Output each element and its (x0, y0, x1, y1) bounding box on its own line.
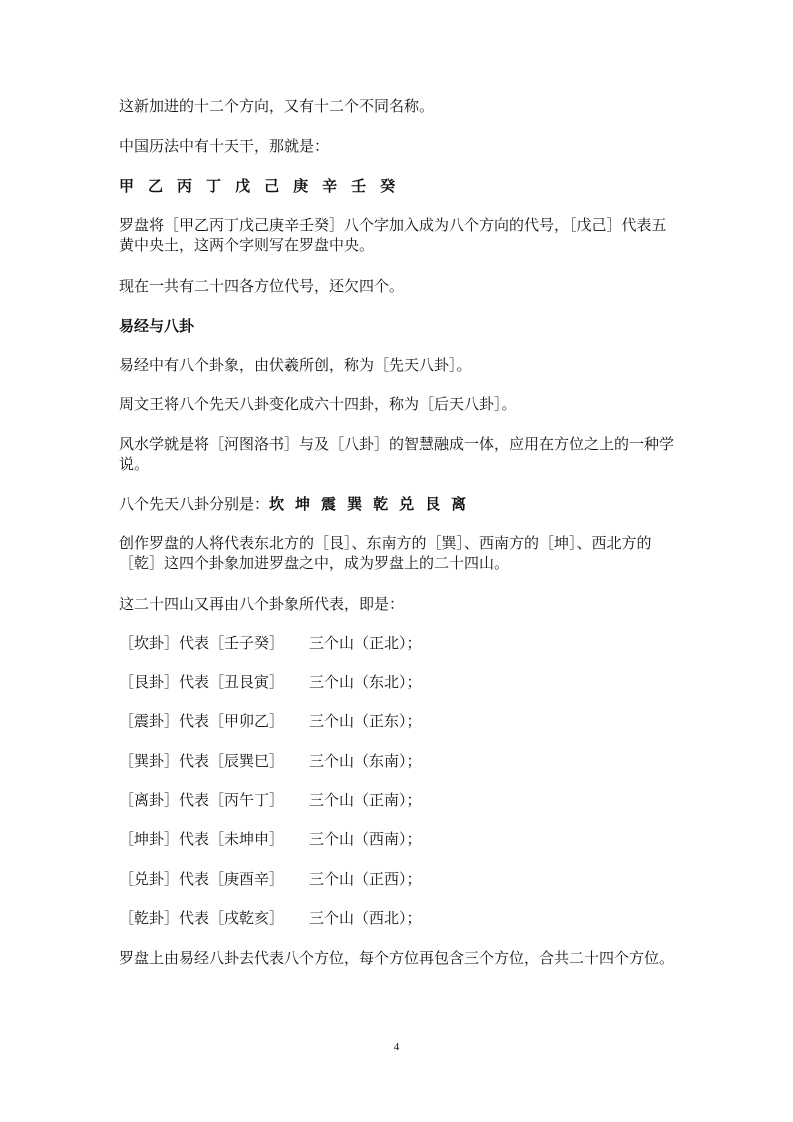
stem: 丁 (206, 177, 222, 195)
trigram: 巽 (347, 495, 363, 513)
trigram: 乾 (373, 495, 389, 513)
paragraph-conclusion: 罗盘上由易经八卦去代表八个方位，每个方位再包含三个方位，合共二十四个方位。 (119, 949, 675, 967)
paragraph-fengshui: 风水学就是将［河图洛书］与及［八卦］的智慧融成一体，应用在方位之上的一种学说。 (119, 435, 675, 473)
paragraph-heavenly-stems-intro: 中国历法中有十天干，那就是： (119, 137, 330, 155)
trigram: 艮 (425, 495, 441, 513)
mountain-desc: 三个山（正北）； (309, 634, 422, 652)
paragraph-twenty-four-mountains: 创作罗盘的人将代表东北方的［艮］、东南方的［巽］、西南方的［坤］、西北方的［乾］这四个卦象加进罗盘之中，成为罗盘上的二十四山。 (119, 534, 652, 572)
stem: 庚 (293, 177, 309, 195)
mountain-row (119, 829, 422, 849)
mountain-desc: 三个山（西南）； (309, 830, 422, 848)
heavenly-stems-list (119, 176, 409, 196)
mountain-row (119, 672, 422, 692)
mountain-gua: ［坎卦］代表［壬子癸］ (119, 634, 285, 652)
trigrams-prefix: 八个先天八卦分别是： (119, 495, 270, 513)
mountain-desc: 三个山（正东）； (309, 712, 422, 730)
trigram: 离 (451, 495, 467, 513)
mountain-desc: 三个山（东北）； (309, 673, 422, 691)
stem: 戊 (235, 177, 251, 195)
trigram: 坎 (269, 495, 285, 513)
mountain-gua: ［坤卦］代表［未坤申］ (119, 830, 285, 848)
mountain-row (119, 751, 422, 771)
mountain-desc: 三个山（西北）； (309, 909, 422, 927)
mountain-desc: 三个山（东南）； (309, 752, 422, 770)
stem: 乙 (148, 177, 164, 195)
mountain-gua: ［乾卦］代表［戌乾亥］ (119, 909, 285, 927)
mountain-gua: ［震卦］代表［甲卯乙］ (119, 712, 285, 730)
trigrams-line (119, 494, 477, 514)
mountain-desc: 三个山（正南）； (309, 791, 422, 809)
trigram: 震 (321, 495, 337, 513)
mountain-row (119, 869, 422, 889)
stem: 辛 (322, 177, 338, 195)
stem: 癸 (380, 177, 396, 195)
stem: 己 (264, 177, 280, 195)
section-heading: 易经与八卦 (119, 317, 195, 335)
mountain-row (119, 711, 422, 731)
paragraph-mountains-intro: 这二十四山又再由八个卦象所代表，即是： (119, 595, 405, 613)
stem: 甲 (119, 177, 135, 195)
mountain-row (119, 633, 422, 653)
mountain-gua: ［艮卦］代表［丑艮寅］ (119, 673, 285, 691)
page-number: 4 (393, 1041, 400, 1053)
mountain-row (119, 908, 422, 928)
mountain-row (119, 790, 422, 810)
paragraph-twelve-directions: 这新加进的十二个方向，又有十二个不同名称。 (119, 97, 435, 115)
paragraph-luopan-stems: 罗盘将［甲乙丙丁戊己庚辛壬癸］八个字加入成为八个方向的代号，［戊己］代表五黄中央土，这两个字则写在罗盘中央。 (119, 216, 667, 254)
trigram: 坤 (295, 495, 311, 513)
paragraph-twenty-four: 现在一共有二十四各方位代号，还欠四个。 (119, 277, 405, 295)
paragraph-xiantian: 易经中有八个卦象，由伏羲所创，称为［先天八卦］。 (119, 356, 472, 374)
stem: 丙 (177, 177, 193, 195)
paragraph-houtian: 周文王将八个先天八卦变化成六十四卦，称为［后天八卦］。 (119, 395, 517, 413)
mountain-gua: ［巽卦］代表［辰巽巳］ (119, 752, 285, 770)
mountain-gua: ［兑卦］代表［庚酉辛］ (119, 870, 285, 888)
stem: 壬 (351, 177, 367, 195)
mountain-gua: ［离卦］代表［丙午丁］ (119, 791, 285, 809)
trigram: 兑 (399, 495, 415, 513)
mountain-desc: 三个山（正西）； (309, 870, 422, 888)
